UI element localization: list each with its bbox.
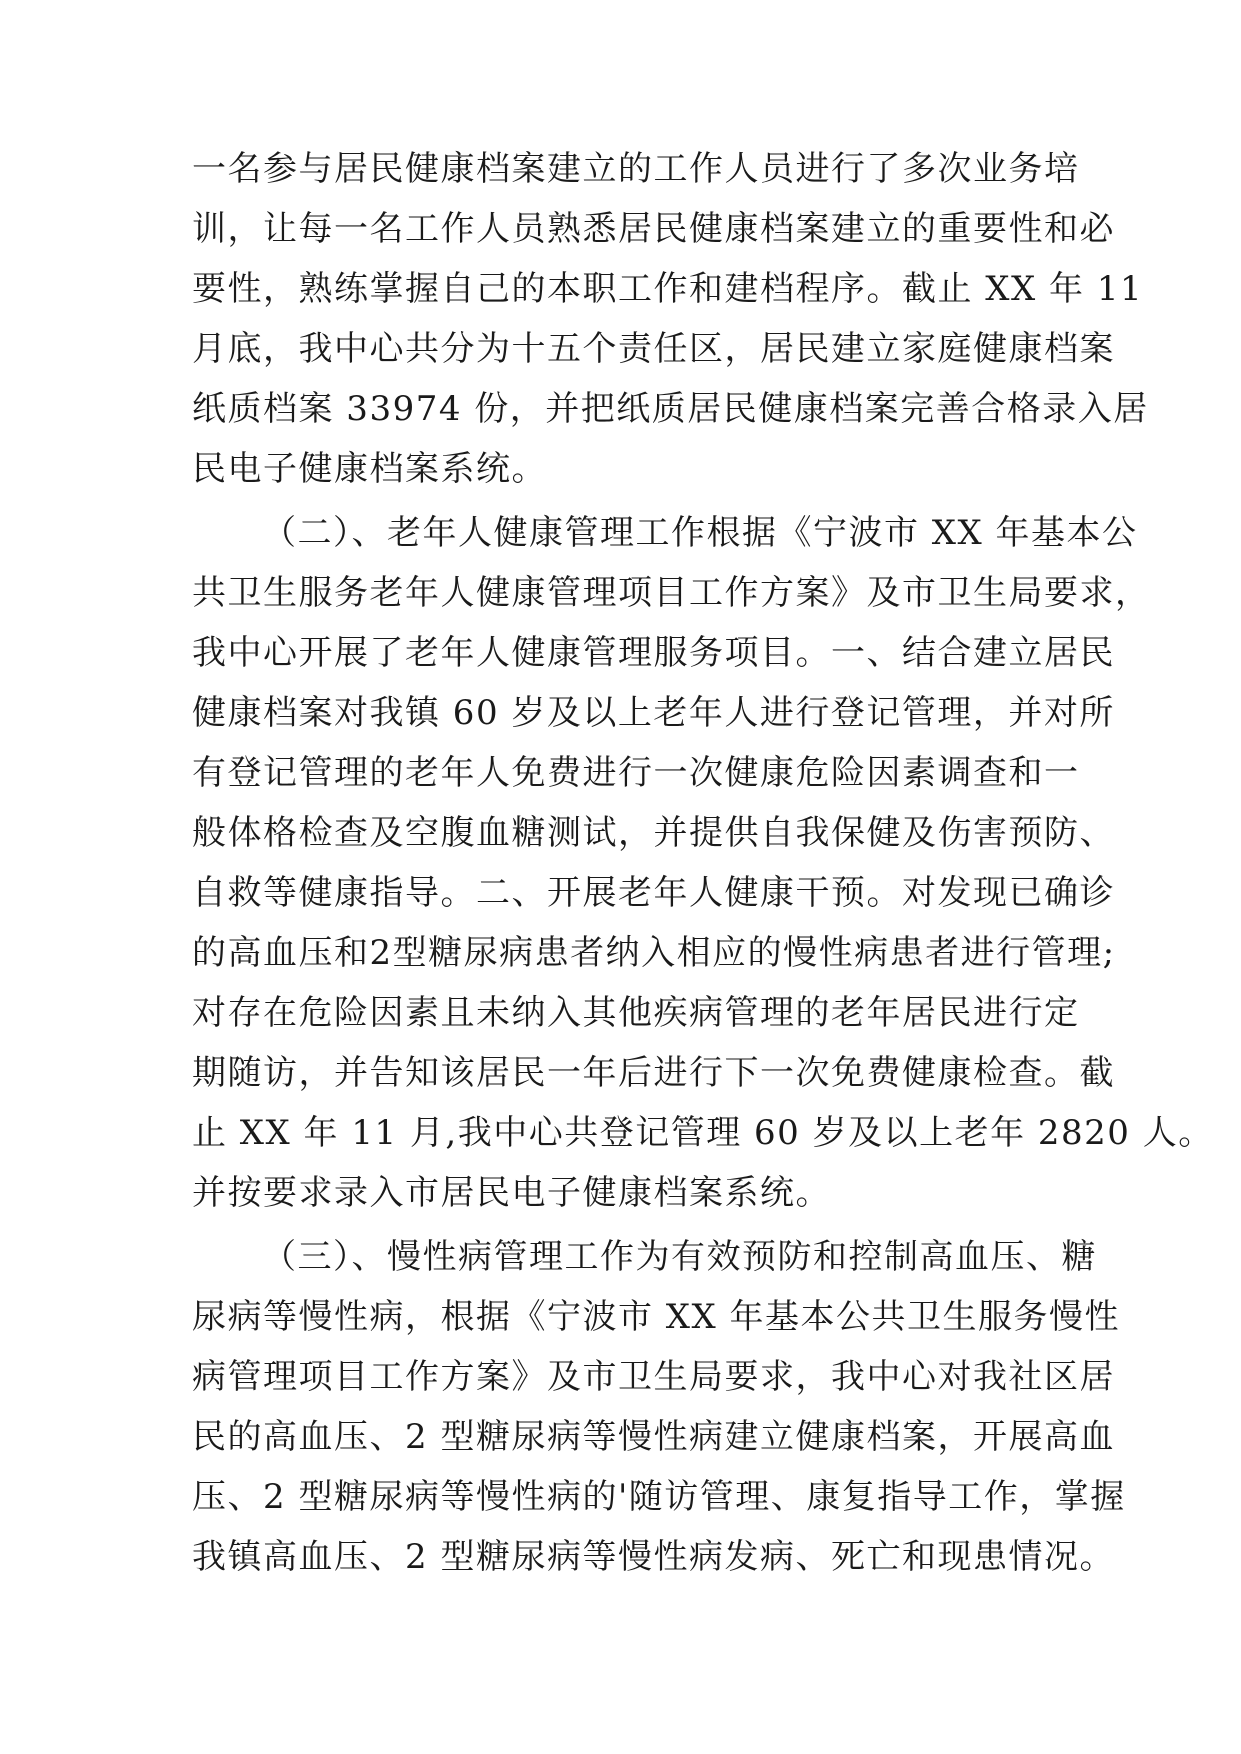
text-line: 一名参与居民健康档案建立的工作人员进行了多次业务培: [192, 149, 1080, 189]
text-line: 有登记管理的老年人免费进行一次健康危险因素调查和一: [192, 753, 1080, 793]
text-line: 要性，熟练掌握自己的本职工作和建档程序。截止 XX 年 11: [192, 269, 1144, 309]
text-line: 民电子健康档案系统。: [192, 449, 547, 489]
paragraph-start-line: （二）、老年人健康管理工作根据《宁波市 XX 年基本公: [262, 513, 1138, 553]
text-line: 尿病等慢性病，根据《宁波市 XX 年基本公共卫生服务慢性: [192, 1297, 1121, 1337]
text-line: 共卫生服务老年人健康管理项目工作方案》及市卫生局要求，: [192, 573, 1151, 613]
text-line: 期随访，并告知该居民一年后进行下一次免费健康检查。截: [192, 1053, 1115, 1093]
text-line: 的高血压和2型糖尿病患者纳入相应的慢性病患者进行管理;: [192, 933, 1116, 973]
text-line: 训，让每一名工作人员熟悉居民健康档案建立的重要性和必: [192, 209, 1115, 249]
text-line: 对存在危险因素且未纳入其他疾病管理的老年居民进行定: [192, 993, 1080, 1033]
paragraph-start-line: （三）、慢性病管理工作为有效预防和控制高血压、糖: [262, 1237, 1097, 1277]
text-line: 我中心开展了老年人健康管理服务项目。一、结合建立居民: [192, 633, 1115, 673]
text-line: 般体格检查及空腹血糖测试，并提供自我保健及伤害预防、: [192, 813, 1115, 853]
text-line: 病管理项目工作方案》及市卫生局要求，我中心对我社区居: [192, 1357, 1115, 1397]
text-line: 我镇高血压、2 型糖尿病等慢性病发病、死亡和现患情况。: [192, 1537, 1115, 1577]
text-line: 纸质档案 33974 份，并把纸质居民健康档案完善合格录入居: [192, 389, 1149, 429]
text-line: 自救等健康指导。二、开展老年人健康干预。对发现已确诊: [192, 873, 1115, 913]
text-line: 民的高血压、2 型糖尿病等慢性病建立健康档案，开展高血: [192, 1417, 1115, 1457]
text-line: 并按要求录入市居民电子健康档案系统。: [192, 1173, 831, 1213]
text-line: 健康档案对我镇 60 岁及以上老年人进行登记管理，并对所: [192, 693, 1115, 733]
text-line: 月底，我中心共分为十五个责任区，居民建立家庭健康档案: [192, 329, 1115, 369]
text-line: 压、2 型糖尿病等慢性病的'随访管理、康复指导工作，掌握: [192, 1477, 1126, 1517]
text-line: 止 XX 年 11 月,我中心共登记管理 60 岁及以上老年 2820 人。: [192, 1113, 1214, 1153]
